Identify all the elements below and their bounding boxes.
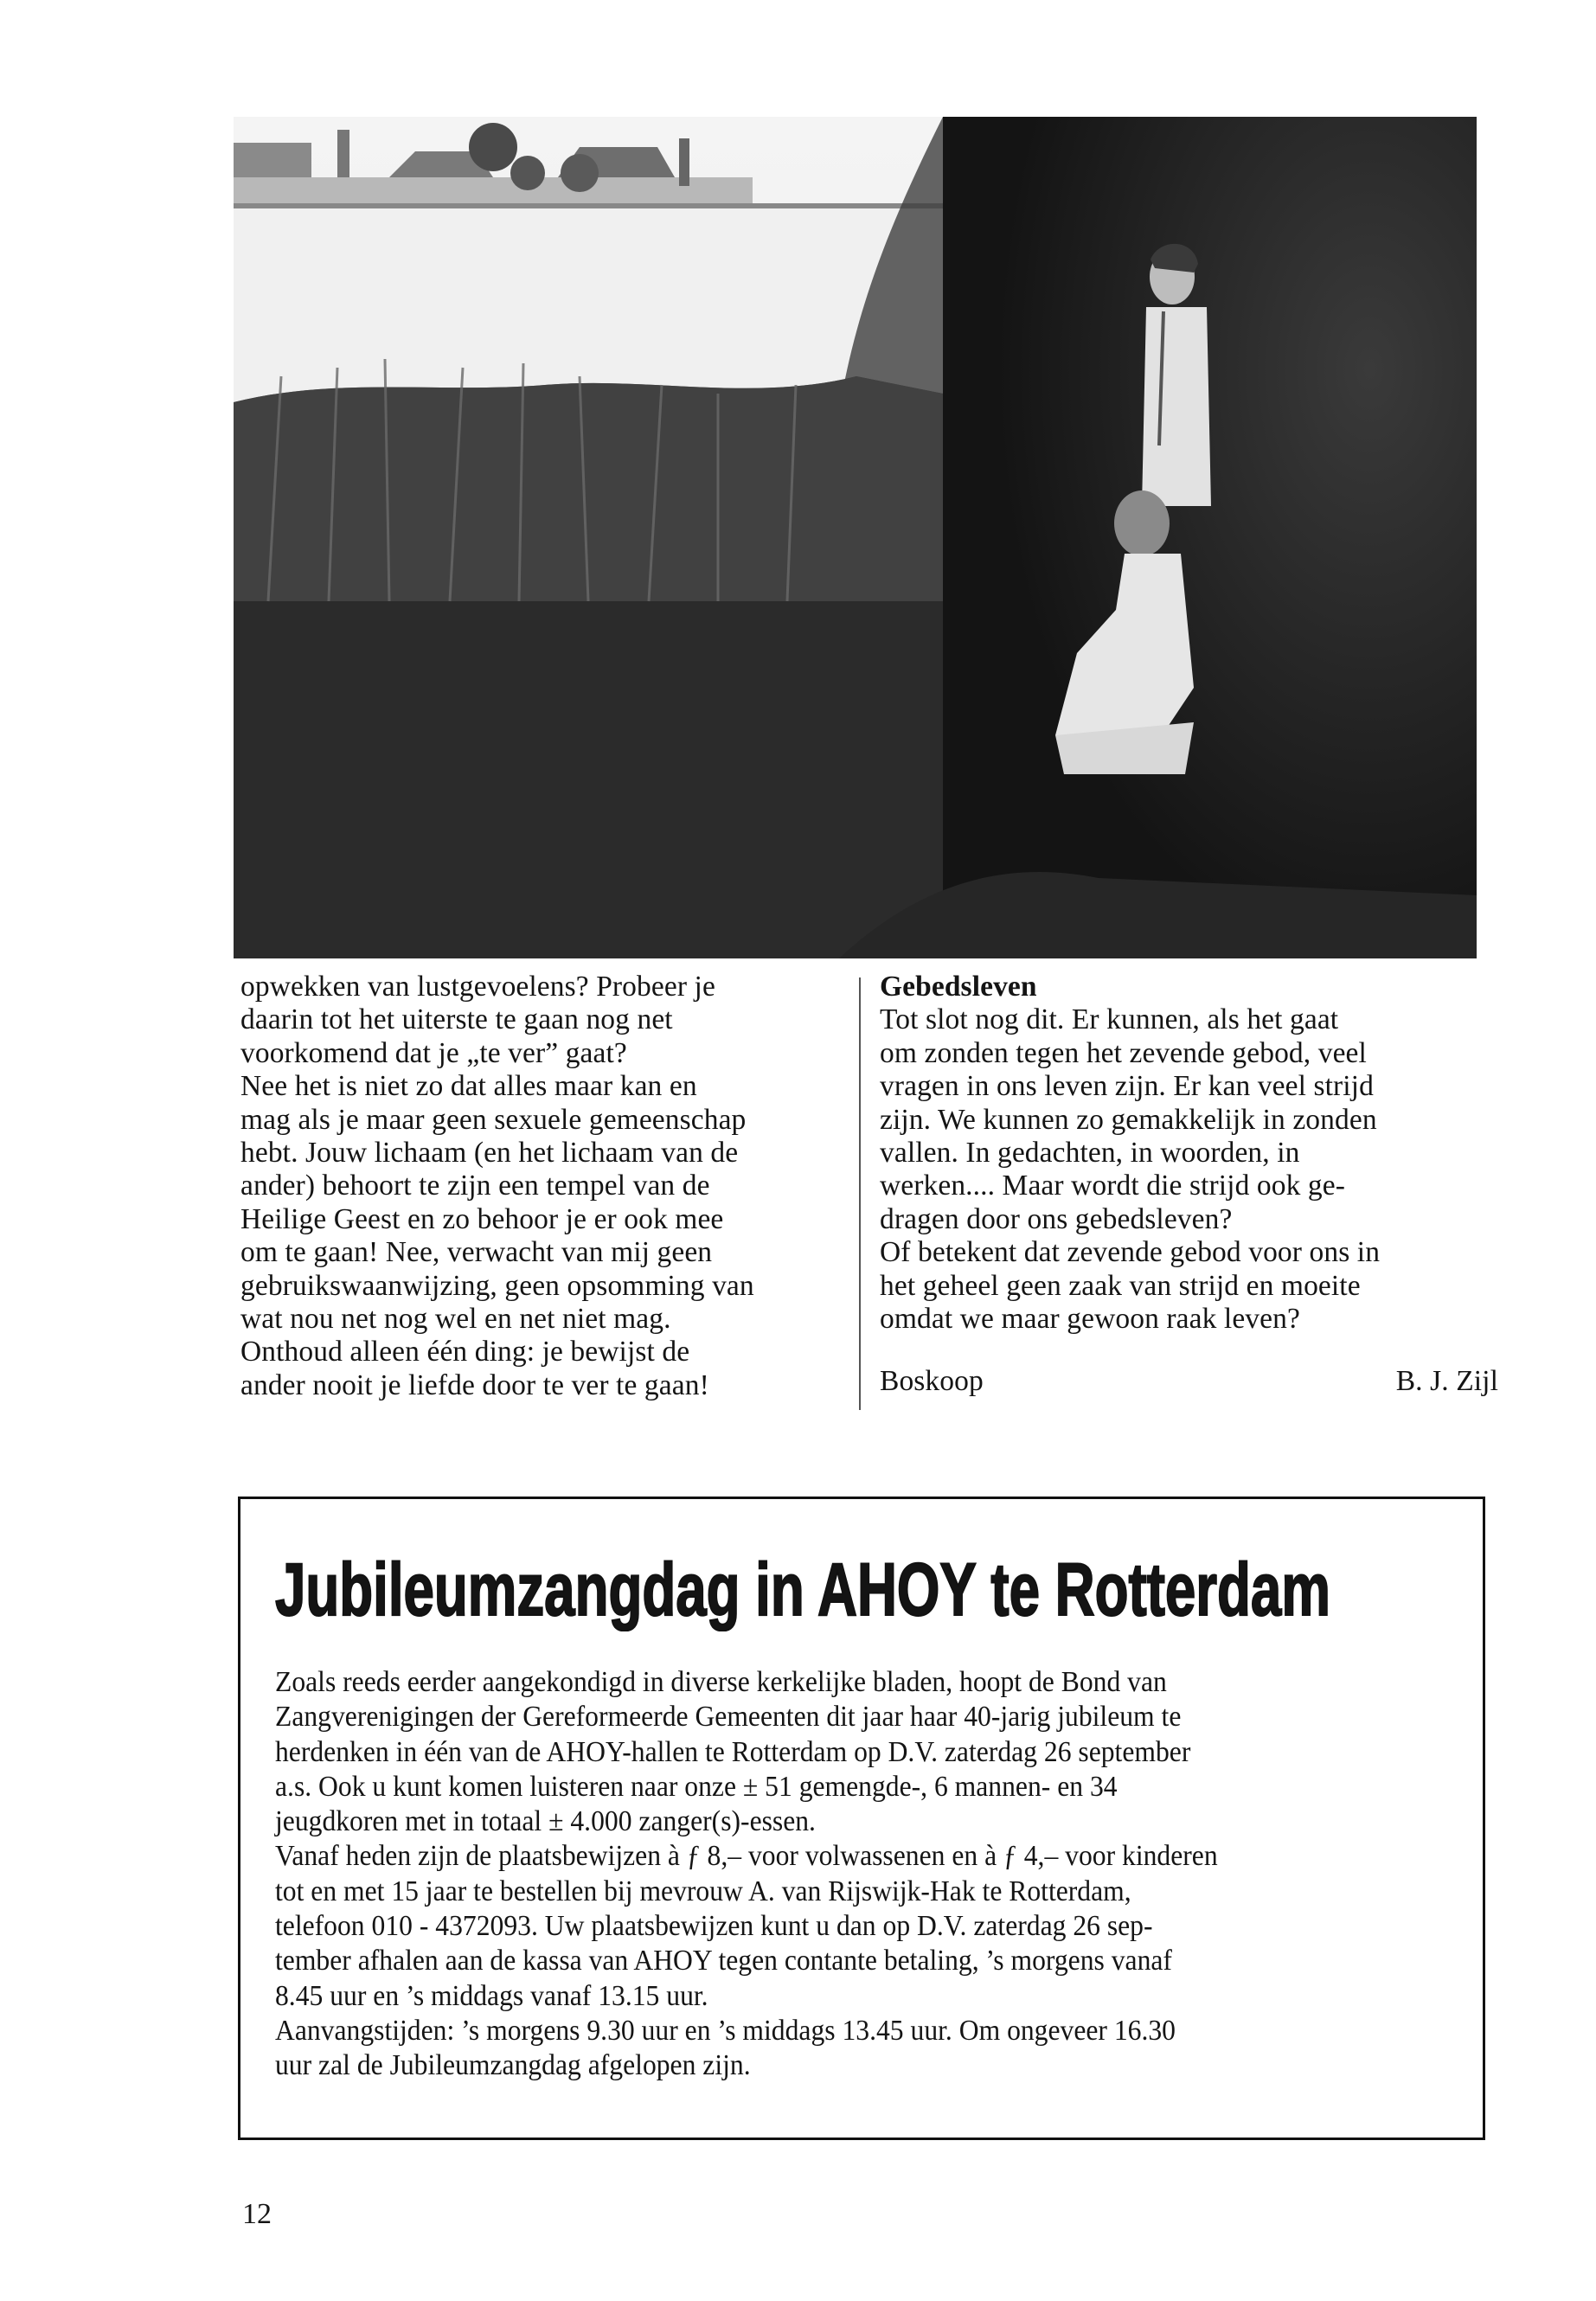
text-line: Zoals reeds eerder aangekondigd in diverse kerkelijke bladen, hoopt de Bond van: [275, 1666, 1167, 1698]
announcement-title: Jubileumzangdag in AHOY te Rotterdam: [275, 1548, 1330, 1631]
text-line: mag als je maar geen sexuele gemeenschap: [240, 1103, 747, 1136]
text-line: zijn. We kunnen zo gemakkelijk in zonden: [880, 1103, 1377, 1136]
text-line: a.s. Ook u kunt komen luisteren naar onze ± 51 gemengde-, 6 mannen- en 34: [275, 1770, 1118, 1803]
text-line: vragen in ons leven zijn. Er kan veel strijd: [880, 1070, 1374, 1103]
text-line: Tot slot nog dit. Er kunnen, als het gaat: [880, 1003, 1339, 1036]
text-line: uur zal de Jubileumzangdag afgelopen zijn.: [275, 2049, 751, 2082]
section-heading: Gebedsleven: [880, 971, 1037, 1003]
text-line: werken.... Maar wordt die strijd ook ge-: [880, 1170, 1345, 1202]
text-line: Vanaf heden zijn de plaatsbewijzen à ƒ 8,– voor volwassenen en à ƒ 4,– voor kinderen: [275, 1840, 1218, 1873]
column-divider: [859, 977, 861, 1410]
signature-author: B. J. Zijl: [1395, 1365, 1498, 1398]
signature: [880, 1365, 1498, 1398]
text-line: hebt. Jouw lichaam (en het lichaam van de: [240, 1137, 739, 1170]
text-line: Onthoud alleen één ding: je bewijst de: [240, 1336, 690, 1368]
text-line: telefoon 010 - 4372093. Uw plaatsbewijzen kunt u dan op D.V. zaterdag 26 sep-: [275, 1910, 1153, 1943]
text-line: vallen. In gedachten, in woorden, in: [880, 1137, 1300, 1170]
page-number: 12: [242, 2198, 272, 2230]
article-left-column: [240, 971, 846, 1402]
text-line: ander) behoort te zijn een tempel van de: [240, 1170, 710, 1202]
text-line: Aanvangstijden: ’s morgens 9.30 uur en ’s middags 13.45 uur. Om ongeveer 16.30: [275, 2014, 1176, 2047]
article-right-column: [880, 971, 1498, 1399]
text-line: dragen door ons gebedsleven?: [880, 1202, 1233, 1235]
text-line: wat nou net nog wel en net niet mag.: [240, 1303, 671, 1336]
text-line: tember afhalen aan de kassa van AHOY tegen contante betaling, ’s morgens vanaf: [275, 1945, 1172, 1977]
photo-illustration: [234, 117, 1477, 958]
text-line: herdenken in één van de AHOY-hallen te Rotterdam op D.V. zaterdag 26 september: [275, 1735, 1191, 1768]
text-line: ander nooit je liefde door te ver te gaan!: [240, 1368, 709, 1401]
text-line: om zonden tegen het zevende gebod, veel: [880, 1036, 1367, 1069]
text-line: jeugdkoren met in totaal ± 4.000 zanger(s)-essen.: [275, 1805, 816, 1838]
text-line: voorkomend dat je „te ver” gaat?: [240, 1036, 627, 1069]
announcement-box: [238, 1497, 1485, 2140]
riverbank-photo: [234, 117, 1477, 958]
text-line: het geheel geen zaak van strijd en moeite: [880, 1269, 1361, 1302]
text-line: Of betekent dat zevende gebod voor ons in: [880, 1236, 1381, 1269]
announcement-body: [275, 1665, 1452, 2084]
text-line: daarin tot het uiterste te gaan nog net: [240, 1003, 673, 1036]
text-line: Heilige Geest en zo behoor je er ook mee: [240, 1202, 724, 1235]
text-line: opwekken van lustgevoelens? Probeer je: [240, 971, 715, 1003]
text-line: omdat we maar gewoon raak leven?: [880, 1303, 1300, 1336]
text-line: Nee het is niet zo dat alles maar kan en: [240, 1070, 697, 1103]
text-line: gebruikswaanwijzing, geen opsomming van: [240, 1269, 754, 1302]
text-line: Zangverenigingen der Gereformeerde Gemeenten dit jaar haar 40-jarig jubileum te: [275, 1701, 1182, 1734]
text-line: 8.45 uur en ’s middags vanaf 13.15 uur.: [275, 1979, 708, 2012]
signature-place: Boskoop: [880, 1365, 984, 1398]
text-line: tot en met 15 jaar te bestellen bij mevrouw A. van Rijswijk-Hak te Rotterdam,: [275, 1875, 1131, 1907]
text-line: om te gaan! Nee, verwacht van mij geen: [240, 1236, 713, 1269]
